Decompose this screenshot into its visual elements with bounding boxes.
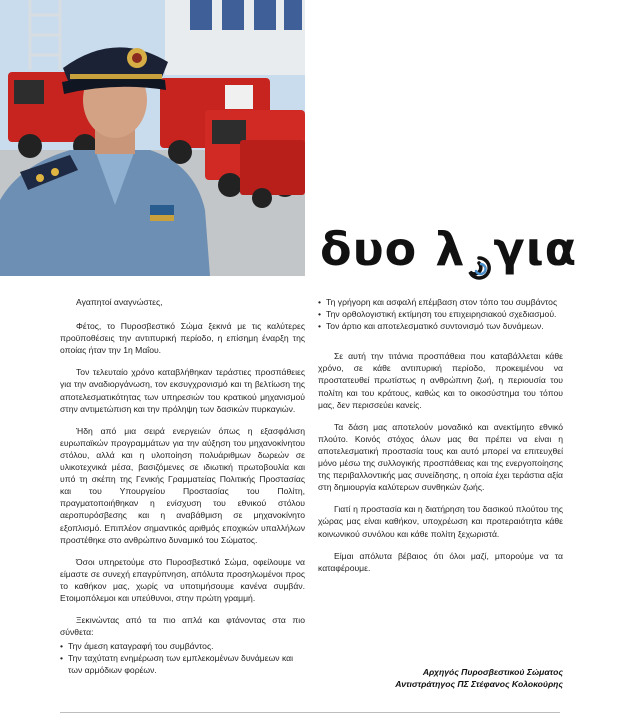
paragraph: Ξεκινώντας από τα πιο απλά και φτάνοντας στα πιο σύνθετα: [60, 615, 305, 638]
paragraph: Φέτος, το Πυροσβεστικό Σώμα ξεκινά με τις καλύτερες προϋποθέσεις την αντιπυρική περίοδο, η επίσημη έναρξη της οποίας ήταν την 1η Μαΐου. [60, 321, 305, 356]
signature [318, 666, 563, 690]
list-item: • Τη γρήγορη και ασφαλή επέμβαση στον τόπο του συμβάντος [318, 296, 563, 308]
paragraph: Τα δάση μας αποτελούν μοναδικό και ανεκτίμητο εθνικό πλούτο. Κοινός στόχος όλων μας θα πρέπει να είναι η αποτελεσματική προστασία τους και αυτό μπορεί να επιτευχθεί μόνο μέσω της συλλογικής προσπάθειας και της ενεργοποίησης της περιβαλλοντικής μας συνείδησης, η οποία έχει τεράστια αξία στη δημιουργία καλύτερων συνθηκών ζωής. [318, 421, 563, 493]
bullet-list [318, 296, 563, 332]
list-item: • Τον άρτιο και αποτελεσματικό συντονισμό των δυνάμεων. [318, 320, 563, 332]
paragraph: Γιατί η προστασία και η διατήρηση του δασικού πλούτου της χώρας μας είναι καθήκον, υποχρέωση και προτεραιότητα κάθε κοινωνικού συνόλου και κάθε πολίτη ξεχωριστά. [318, 504, 563, 539]
header-photo [0, 0, 305, 276]
heading-word-1: δυο [320, 222, 418, 276]
list-item: • Την άμεση καταγραφή του συμβάντος. [60, 640, 305, 652]
signature-name: Αντιστράτηγος ΠΣ Στέφανος Κολοκούρης [395, 679, 563, 689]
heading-word-2-start: λ [435, 222, 466, 276]
paragraph: Όσοι υπηρετούμε στο Πυροσβεστικό Σώμα, οφείλουμε να είμαστε σε συνεχή επαγρύπνηση, απόλυτα προσηλωμένοι προς το καθήκον μας, χωρίς να υποτιμήσουμε κανένα συμβάν. Ετοιμοπόλεμοι και υπεύθυνοι, στην πρώτη γραμμή. [60, 556, 305, 603]
list-item: • Την ορθολογιστική εκτίμηση του επιχειρησιακού σχεδιασμού. [318, 308, 563, 320]
paragraph: Σε αυτή την τιτάνια προσπάθεια που καταβάλλεται κάθε χρόνο, σε κάθε αντιπυρική περίοδο, προκειμένου να προστατευθεί πρωτίστως η ανθρώπινη ζωή, η περιουσία του πολίτη και του κράτους, καθώς και το οικοσύστημα του τόπου μας, δεν περισσεύει κανείς. [318, 351, 563, 410]
left-column [60, 296, 305, 687]
heading-word-2-end: για [493, 222, 578, 276]
paragraph: Ήδη από μια σειρά ενεργειών όπως η εξασφάλιση ευρωπαϊκών προγραμμάτων για την αύξηση του μηχανοκίνητου στόλου, αλλά και η υλοποίηση πολυάριθμων δωρεών σε υλικοτεχνικά μέσα, βασιζόμενες σε ιδιωτική πρωτοβουλία και υπό τη σκέπη της Γενικής Γραμματείας Πολιτικής Προστασίας και του Υπουργείου Προστασίας του Πολίτη, πραγματοποιήθηκαν η ενίσχυση του εθνικού στόλου αεροπυρόσβεσης και η αναβάθμιση σε μηχανοκίνητο εξοπλισμό. Επιπλέον σημαντικός αριθμός εποχικών υπαλλήλων προστέθηκε στο ανθρώπινο δυναμικό του Σώματος. [60, 425, 305, 545]
list-item: • Την ταχύτατη ενημέρωση των εμπλεκομένων δυνάμεων και των αρμόδιων φορέων. [60, 652, 305, 676]
right-column [318, 296, 563, 584]
bullet-list [60, 640, 305, 676]
signature-title: Αρχηγός Πυροσβεστικού Σώματος [422, 667, 563, 677]
bottom-divider [60, 712, 560, 713]
fire-officer-photo [0, 0, 305, 276]
page-heading [320, 222, 600, 282]
greeting: Αγαπητοί αναγνώστες, [76, 297, 163, 307]
paragraph: Είμαι απόλυτα βέβαιος ότι όλοι μαζί, μπορούμε να τα καταφέρουμε. [318, 550, 563, 573]
paragraph: Τον τελευταίο χρόνο καταβλήθηκαν τεράστιες προσπάθειες για την αναδιοργάνωση, τον εκσυγχρονισμό και τη βελτίωση της αποτελεσματικότητας των υπηρεσιών του κρατικού μηχανισμού στην αντιμετώπιση και την πρόληψη των δασικών πυρκαγιών. [60, 367, 305, 414]
swirl-icon [465, 239, 493, 267]
